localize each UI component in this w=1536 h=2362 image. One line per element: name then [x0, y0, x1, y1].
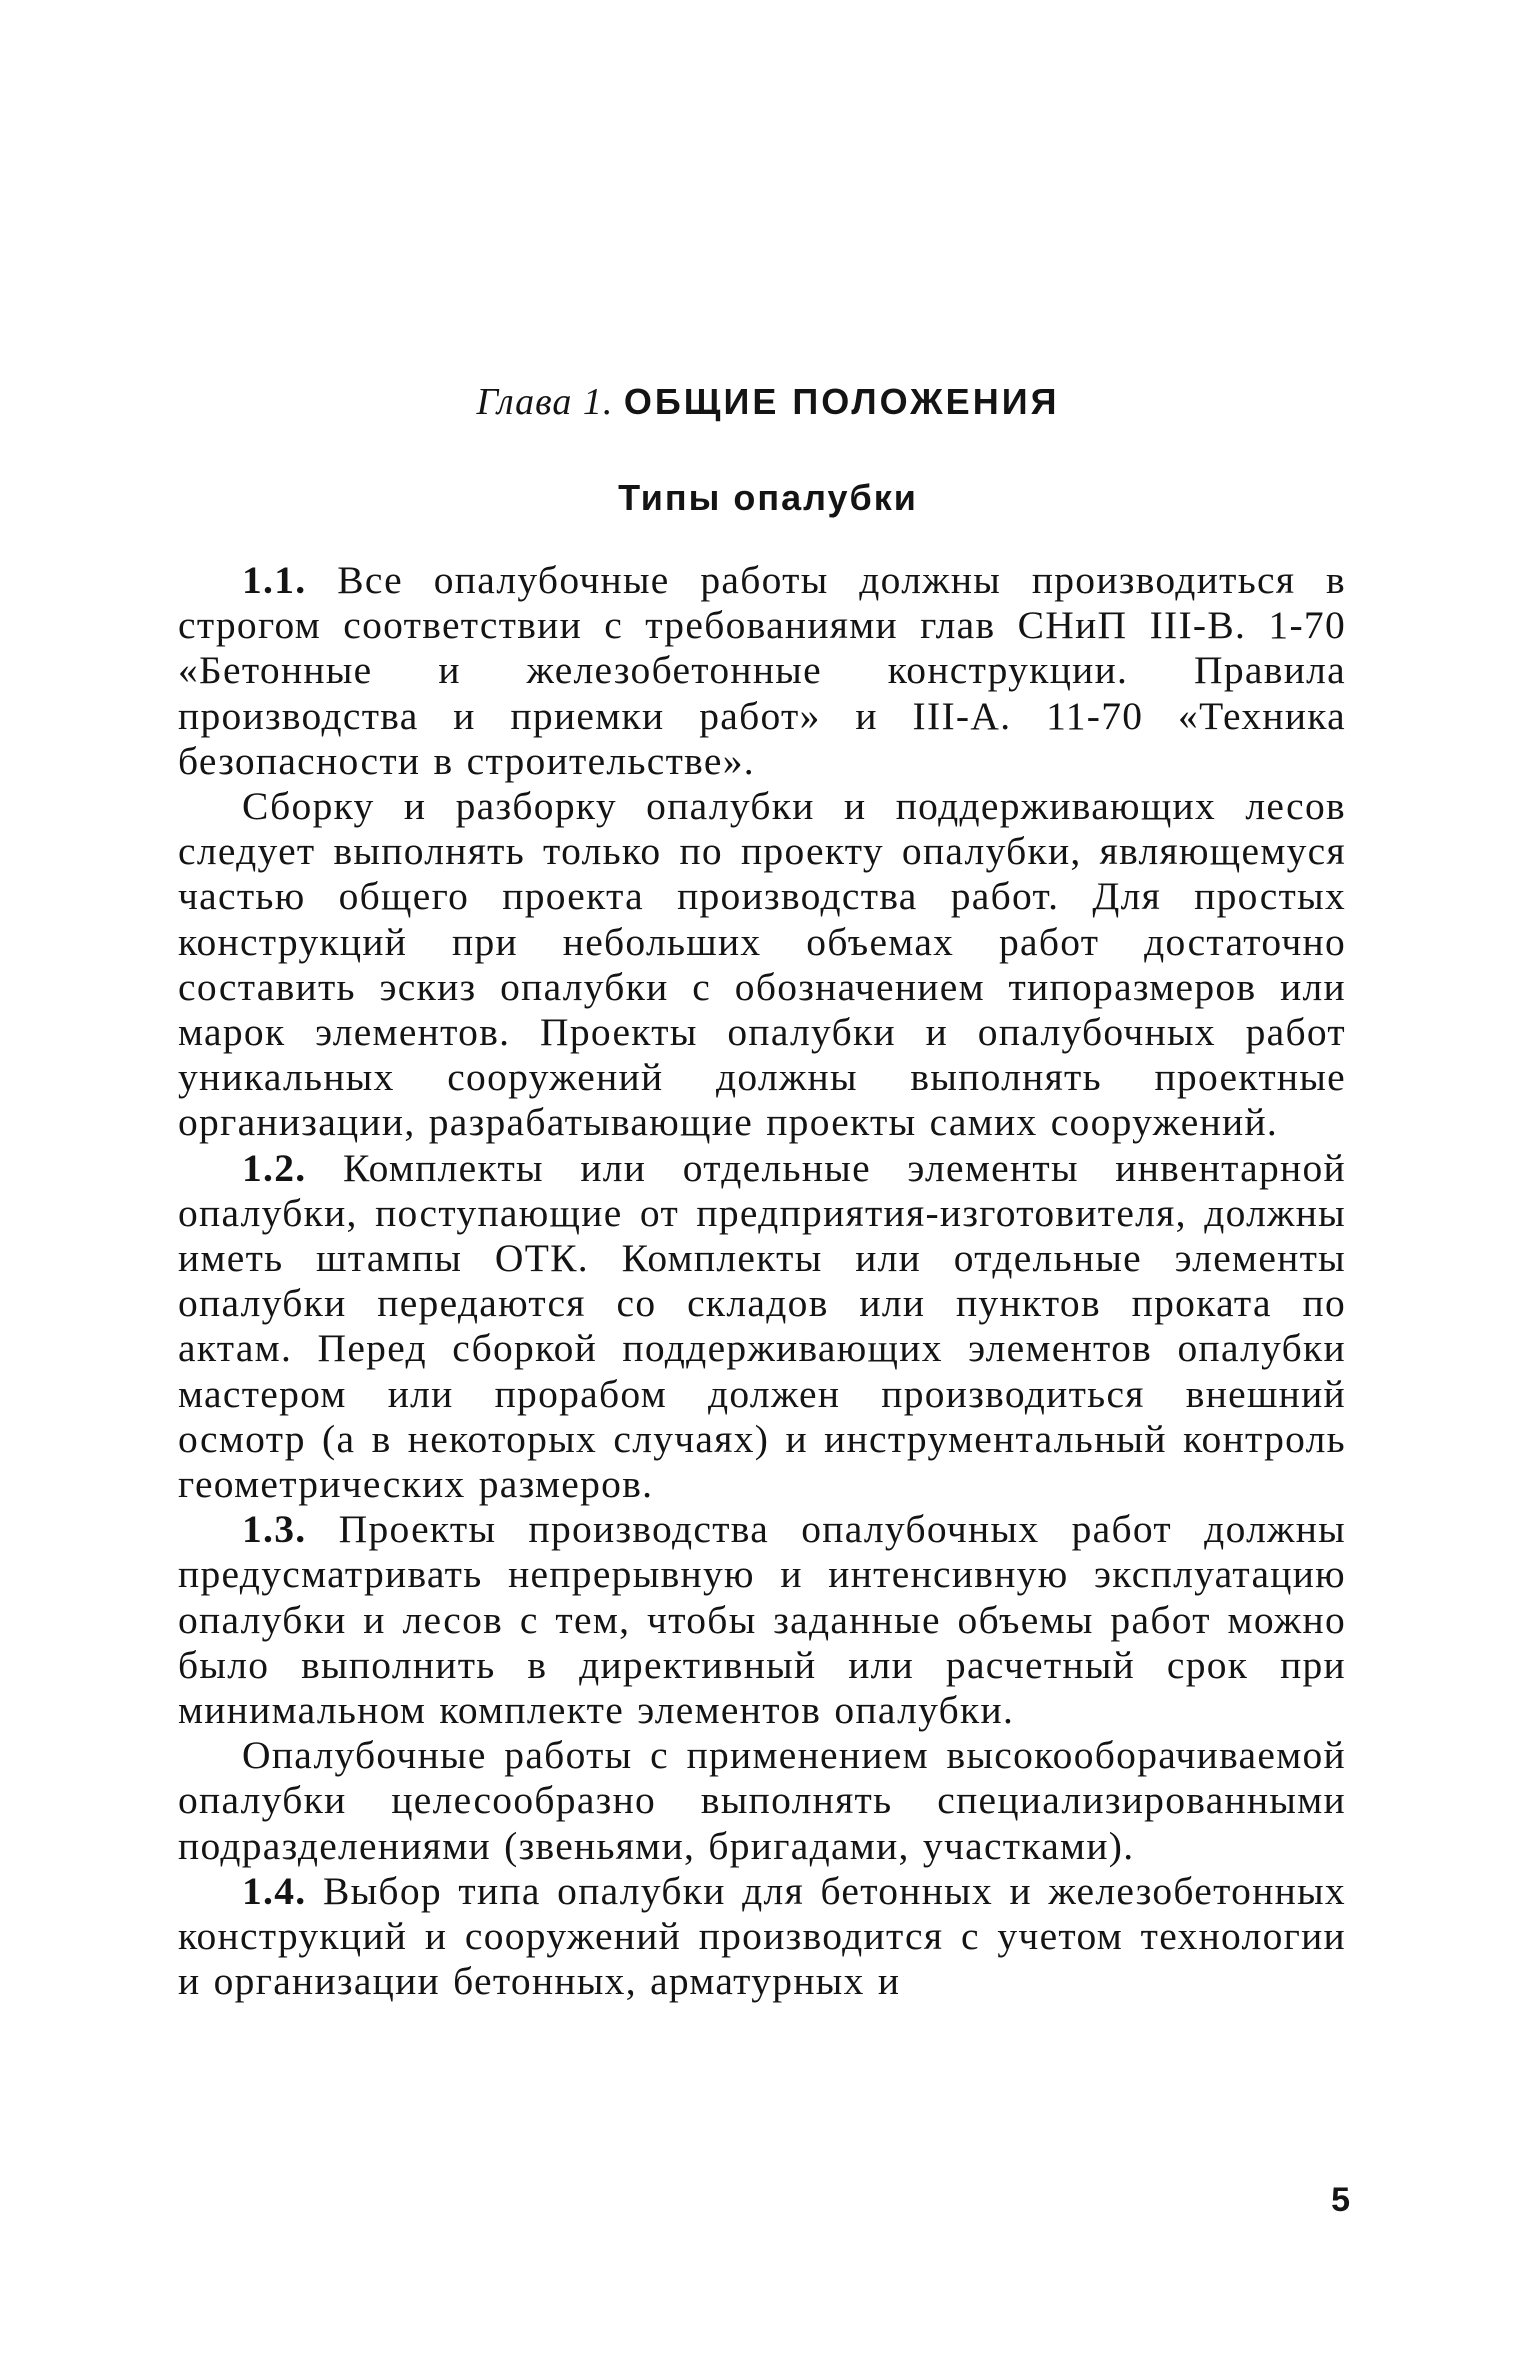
page-number: 5 — [1331, 2181, 1350, 2219]
paragraph-text: Комплекты или отдельные элементы инвентарной опалубки, поступающие от предприятия-изготовителя, должны иметь штампы ОТК. Комплекты или отдельные элементы опалубки передаются со складов или пунктов проката по актам. Перед сборкой поддерживающих элементов опалубки мастером или прорабом должен производиться внешний осмотр (а в некоторых случаях) и инструментальный контроль геометрических размеров. — [178, 1145, 1346, 1507]
body-text — [178, 558, 1346, 2005]
paragraph-text: Опалубочные работы с применением высокооборачиваемой опалубки целесообразно выполнять специализированными подразделениями (звеньями, бригадами, участками). — [178, 1733, 1346, 1868]
paragraph-text: Сборку и разборку опалубки и поддерживающих лесов следует выполнять только по проекту опалубки, являющемуся частью общего проекта производства работ. Для простых конструкций при небольших объемах работ достаточно составить эскиз опалубки с обозначением типоразмеров или марок элементов. Проекты опалубки и опалубочных работ уникальных сооружений должны выполнять проектные организации, разрабатывающие проекты самих сооружений. — [178, 784, 1346, 1145]
paragraph-text: Выбор типа опалубки для бетонных и железобетонных конструкций и сооружений производится с учетом технологии и организации бетонных, арматурных и — [178, 1868, 1346, 2004]
paragraph-number: 1.1. — [242, 558, 307, 602]
paragraph-text: Все опалубочные работы должны производиться в строгом соответствии с требованиями глав СНиП III-В. 1-70 «Бетонные и железобетонные конструкции. Правила производства и приемки работ» и III-А. 11-70 «Техника безопасности в строительстве». — [178, 558, 1346, 783]
paragraph-1-2 — [178, 1146, 1346, 1508]
paragraph-number: 1.2. — [242, 1145, 307, 1190]
section-title: Типы опалубки — [618, 477, 918, 518]
chapter-prefix: Глава 1. — [476, 381, 614, 423]
paragraph-1-1 — [178, 558, 1346, 784]
chapter-title: ОБЩИЕ ПОЛОЖЕНИЯ — [623, 381, 1060, 422]
paragraph-text: Проекты производства опалубочных работ должны предусматривать непрерывную и интенсивную эксплуатацию опалубки и лесов с тем, чтобы заданные объемы работ можно было выполнить в директивный или расчетный срок при минимальном комплекте элементов опалубки. — [178, 1507, 1346, 1733]
paragraph-1-4 — [178, 1869, 1346, 2005]
paragraph-number: 1.4. — [242, 1868, 307, 1913]
chapter-heading — [0, 372, 1536, 432]
paragraph-1-3-continued — [178, 1733, 1346, 1869]
paragraph-number: 1.3. — [242, 1507, 307, 1552]
paragraph-1-3 — [178, 1507, 1346, 1733]
paragraph-1-1-continued — [178, 784, 1346, 1146]
